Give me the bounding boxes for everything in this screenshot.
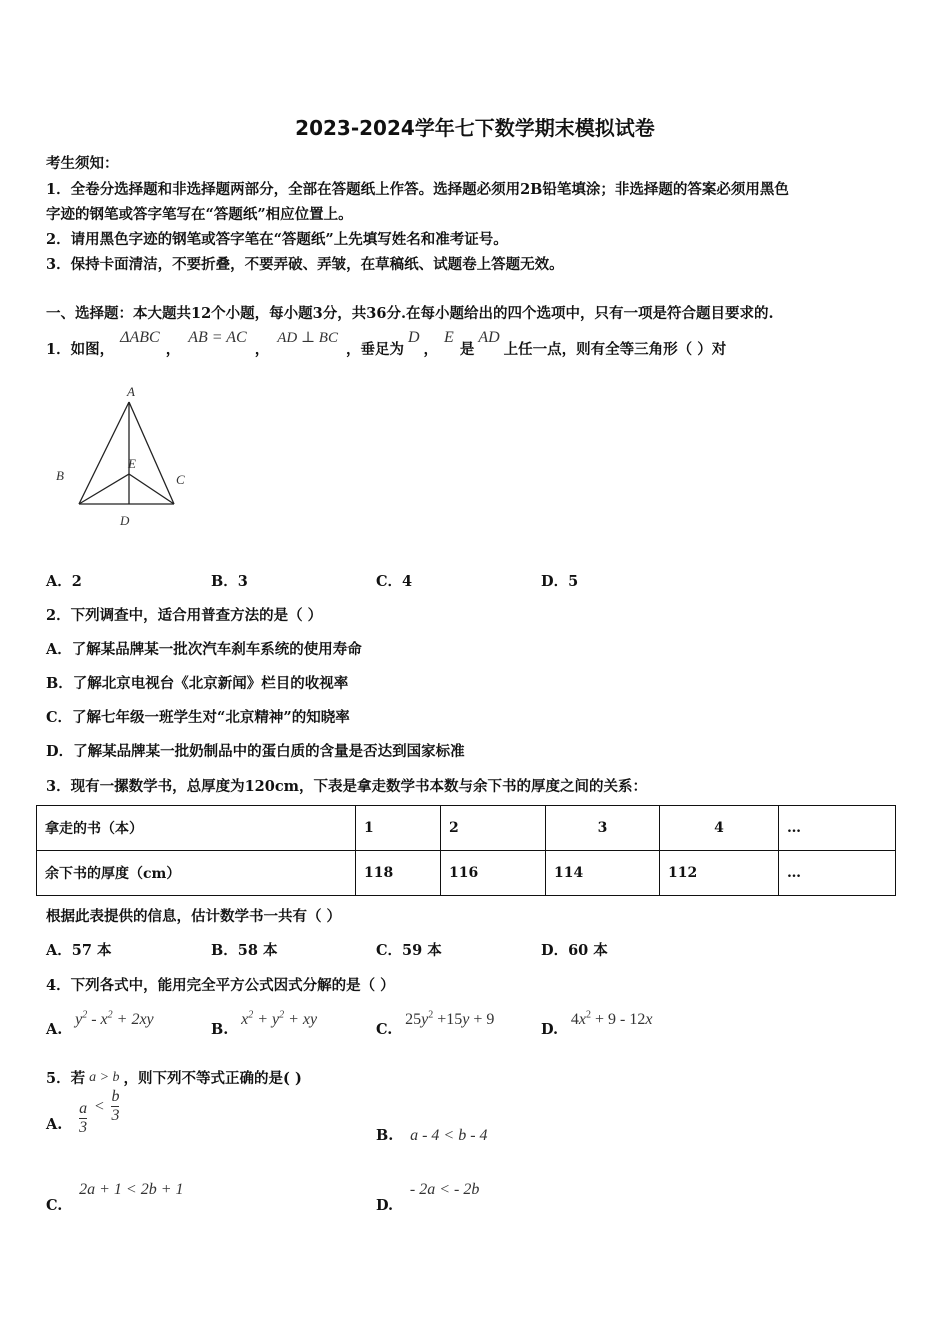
q3-stem: 3．现有一摞数学书，总厚度为120cm，下表是拿走数学书本数与余下书的厚度之间的关系： xyxy=(46,778,648,795)
table-cell: 2 xyxy=(441,806,546,851)
q1-stem: 1．如图，ΔABC，AB = AC，AD ⊥ BC，垂足为D，E是AD上任一点，则有全等三角形（ ）对 xyxy=(46,329,727,358)
table-cell: 3 xyxy=(546,806,660,851)
q1-option-a[interactable]: A．2 xyxy=(46,573,82,590)
notice-item-1-cont: 字迹的钢笔或答字笔写在“答题纸”相应位置上。 xyxy=(46,206,353,223)
table-cell: … xyxy=(779,851,896,896)
q4-stem: 4．下列各式中，能用完全平方公式因式分解的是（ ） xyxy=(46,977,395,994)
q1-option-d[interactable]: D．5 xyxy=(541,573,579,590)
q1-triangle-figure xyxy=(50,380,210,530)
table-cell: 112 xyxy=(660,851,779,896)
table-row xyxy=(37,851,896,896)
label-e: E xyxy=(128,456,136,471)
q2-option-c[interactable]: C．了解七年级一班学生对“北京精神”的知晓率 xyxy=(46,709,350,726)
q5-option-a[interactable]: A. $\frac{a}{3}$ < $\frac{b}{3}$ xyxy=(46,1088,120,1136)
q3-option-b[interactable]: B．58 本 xyxy=(211,942,278,959)
page-title: 2023-2024学年七下数学期末模拟试卷 xyxy=(295,116,655,140)
q4-option-b[interactable]: B. $x^2 + y^2$ + xy xyxy=(211,1010,318,1039)
q3-option-a[interactable]: A．57 本 xyxy=(46,942,112,959)
q1-option-c[interactable]: C．4 xyxy=(376,573,413,590)
table-cell: … xyxy=(779,806,896,851)
q5-stem: 5．若 a > b ，则下列不等式正确的是( ) xyxy=(46,1070,302,1087)
q3-table xyxy=(36,805,896,896)
table-cell: 拿走的书（本） xyxy=(37,806,356,851)
q4-option-a[interactable]: A. $y^2 - x^2 + 2xy$ xyxy=(46,1010,154,1039)
q3-option-c[interactable]: C．59 本 xyxy=(376,942,442,959)
notice-heading: 考生须知： xyxy=(46,155,119,172)
q2-option-a[interactable]: A．了解某品牌某一批次汽车刹车系统的使用寿命 xyxy=(46,641,362,658)
q5-option-d[interactable]: D. - 2a < - 2b xyxy=(376,1181,480,1214)
table-cell: 余下书的厚度（cm） xyxy=(37,851,356,896)
section-heading: 一、选择题：本大题共12个小题，每小题3分，共36分.在每小题给出的四个选项中，只有一项是符合题目要求的. xyxy=(46,305,774,322)
q2-option-b[interactable]: B．了解北京电视台《北京新闻》栏目的收视率 xyxy=(46,675,349,692)
notice-item-3: 3．保持卡面清洁，不要折叠，不要弄破、弄皱，在草稿纸、试题卷上答题无效。 xyxy=(46,256,564,273)
q2-option-d[interactable]: D．了解某品牌某一批奶制品中的蛋白质的含量是否达到国家标准 xyxy=(46,743,465,760)
table-cell: 114 xyxy=(546,851,660,896)
notice-item-2: 2．请用黑色字迹的钢笔或答字笔在“答题纸”上先填写姓名和准考证号。 xyxy=(46,231,508,248)
q1-option-b[interactable]: B．3 xyxy=(211,573,248,590)
q4-option-d[interactable]: D. $4x^2 + 9 - 12x$ xyxy=(541,1010,653,1039)
table-cell: 1 xyxy=(356,806,441,851)
table-cell: 116 xyxy=(441,851,546,896)
q5-option-c[interactable]: C. 2a + 1 < 2b + 1 xyxy=(46,1181,184,1214)
table-cell: 4 xyxy=(660,806,779,851)
q2-stem: 2．下列调查中，适合用普查方法的是（ ） xyxy=(46,607,323,624)
q4-option-c[interactable]: C. $25y^2 +15y + 9$ xyxy=(376,1010,495,1039)
label-d: D xyxy=(120,513,130,528)
notice-item-1: 1．全卷分选择题和非选择题两部分，全部在答题纸上作答。选择题必须用2B铅笔填涂；非选择题的答案必须用黑色 xyxy=(46,181,789,198)
label-a: A xyxy=(127,384,135,399)
q5-option-b[interactable]: B. a - 4 < b - 4 xyxy=(376,1127,488,1144)
table-cell: 118 xyxy=(356,851,441,896)
label-b: B xyxy=(56,468,64,483)
q3-followup: 根据此表提供的信息，估计数学书一共有（ ） xyxy=(46,908,342,925)
table-row xyxy=(37,806,896,851)
label-c: C xyxy=(176,472,185,487)
q3-option-d[interactable]: D．60 本 xyxy=(541,942,608,959)
